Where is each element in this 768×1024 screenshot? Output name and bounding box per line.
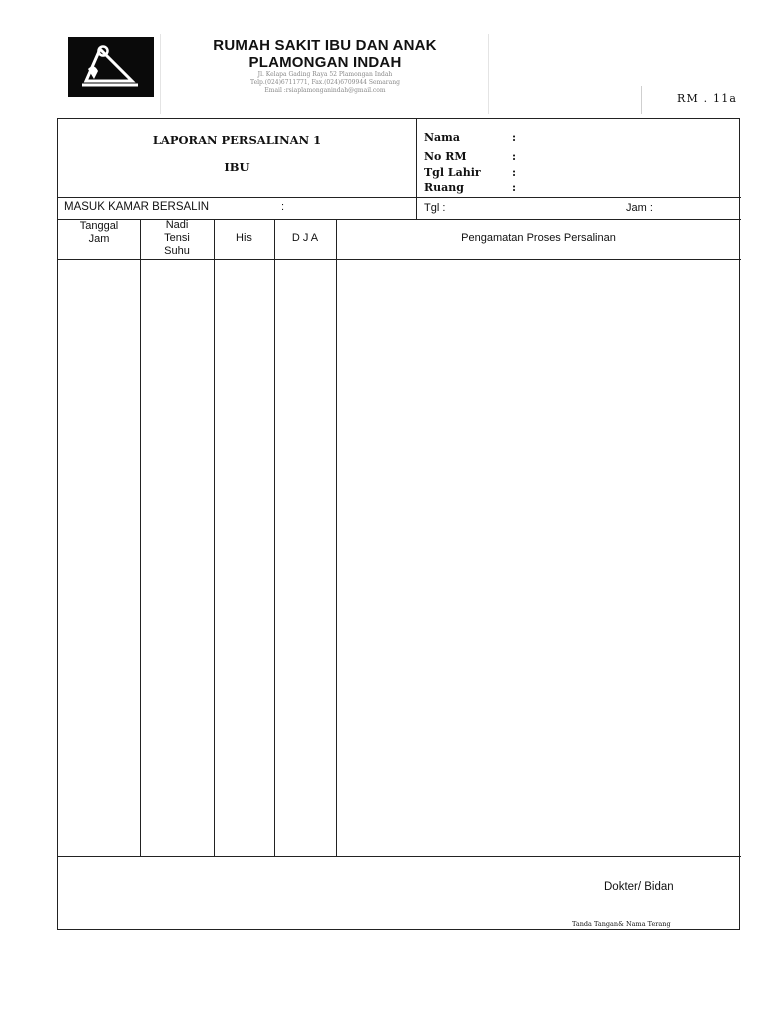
- entry-cell-dja[interactable]: [275, 260, 335, 855]
- col-header-tanggal: Tanggal: [79, 220, 119, 232]
- field-label-nama: Nama: [424, 131, 460, 144]
- col-header-suhu: Suhu: [164, 245, 190, 257]
- col-header-jam: Jam: [88, 233, 110, 245]
- col-header-his: His: [236, 232, 252, 244]
- entry-cell-tanggal-jam[interactable]: [59, 260, 139, 855]
- field-colon-nama: :: [512, 131, 517, 144]
- col-header-nadi: Nadi: [165, 219, 189, 231]
- admission-colon: :: [281, 201, 285, 213]
- hospital-logo-icon: [68, 37, 154, 97]
- hospital-logo: [68, 37, 154, 97]
- col-header-pengamatan: Pengamatan Proses Persalinan: [461, 232, 616, 244]
- form-code: RM . 11a: [677, 92, 738, 105]
- entry-cell-his[interactable]: [215, 260, 273, 855]
- no-rm-field[interactable]: [522, 148, 732, 164]
- ruang-field[interactable]: [522, 179, 732, 195]
- signature-note: Tanda Tangan& Nama Terang: [572, 920, 671, 928]
- hospital-name-line2: PLAMONGAN INDAH: [248, 54, 402, 71]
- hospital-name-line1: RUMAH SAKIT IBU DAN ANAK: [213, 37, 437, 54]
- field-label-ruang: Ruang: [424, 181, 464, 194]
- entry-cell-vitals[interactable]: [141, 260, 213, 855]
- title-patient-divider: [416, 119, 417, 219]
- delivery-report-form: [57, 118, 740, 930]
- admission-label: MASUK KAMAR BERSALIN: [64, 201, 210, 213]
- admission-time-label: Jam :: [626, 202, 653, 214]
- nama-field[interactable]: [522, 129, 732, 145]
- field-colon-tgl-lahir: :: [512, 166, 517, 179]
- entry-cell-pengamatan[interactable]: [337, 260, 739, 855]
- form-title: LAPORAN PERSALINAN 1: [152, 133, 322, 147]
- tgl-lahir-field[interactable]: [522, 164, 732, 180]
- admission-date-label: Tgl :: [424, 202, 446, 214]
- row-divider-admission: [58, 197, 741, 198]
- hospital-address-line1: Jl. Kelapa Gading Raya 52 Plamongan Indah: [257, 71, 393, 78]
- hospital-email: Email :rsiaplamonganindah@gmail.com: [264, 87, 386, 94]
- header-divider-code: [641, 86, 642, 114]
- signature-role: Dokter/ Bidan: [604, 881, 674, 893]
- field-label-no-rm: No RM: [424, 150, 467, 163]
- field-colon-no-rm: :: [512, 150, 517, 163]
- row-divider-footer: [58, 856, 741, 857]
- field-colon-ruang: :: [512, 181, 517, 194]
- form-subtitle: IBU: [224, 160, 250, 174]
- col-header-tensi: Tensi: [164, 232, 190, 244]
- col-header-dja: D J A: [291, 232, 319, 244]
- field-label-tgl-lahir: Tgl Lahir: [424, 166, 481, 179]
- hospital-address-line2: Telp.(024)6711771, Fax.(024)6709944 Semarang: [250, 79, 400, 86]
